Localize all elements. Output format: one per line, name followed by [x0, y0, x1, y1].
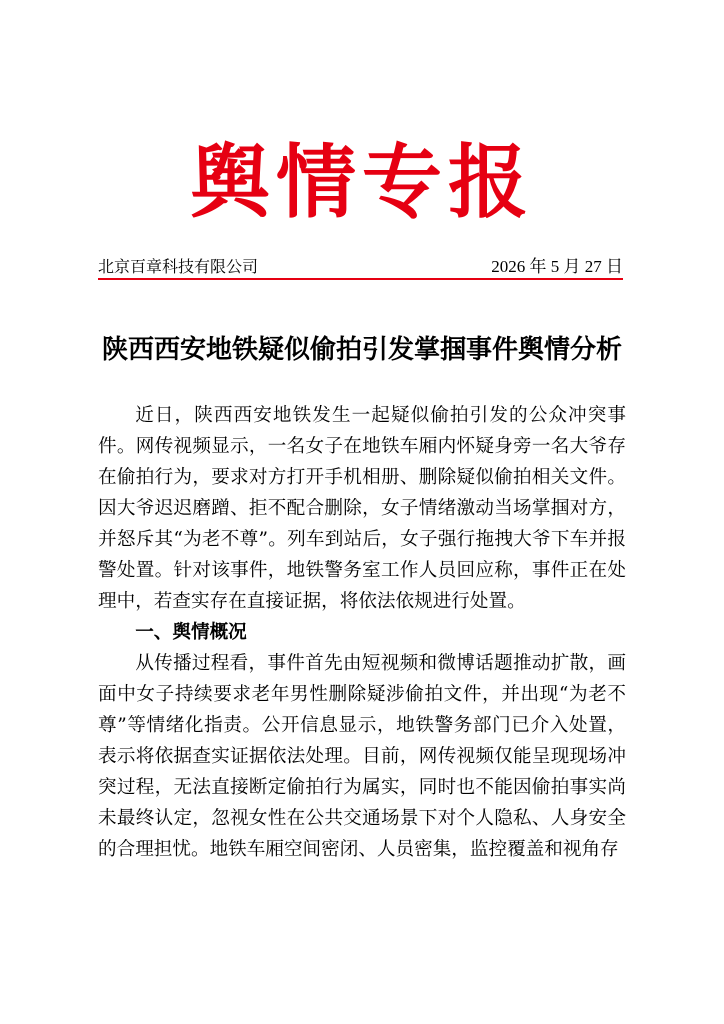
report-body	[98, 400, 626, 865]
section-paragraph: 从传播过程看，事件首先由短视频和微博话题推动扩散，画面中女子持续要求老年男性删除疑涉偷拍文件，并出现“为老不尊”等情绪化指责。公开信息显示，地铁警务部门已介入处置，表示将依据查实证据依法处理。目前，网传视频仅能呈现现场冲突过程，无法直接断定偷拍行为属实，同时也不能因偷拍事实尚未最终认定，忽视女性在公共交通场景下对个人隐私、人身安全的合理担忧。地铁车厢空间密闭、人员密集，监控覆盖和视角存	[98, 653, 626, 860]
intro-paragraph: 近日，陕西西安地铁发生一起疑似偷拍引发的公众冲突事件。网传视频显示，一名女子在地铁车厢内怀疑身旁一名大爷存在偷拍行为，要求对方打开手机相册、删除疑似偷拍相关文件。因大爷迟迟磨蹭、拒不配合删除，女子情绪激动当场掌掴对方，并怒斥其“为老不尊”。列车到站后，女子强行拖拽大爷下车并报警处置。针对该事件，地铁警务室工作人员回应称，事件正在处理中，若查实存在直接证据，将依法依规进行处置。	[98, 405, 626, 612]
report-date: 2026 年 5 月 27 日	[491, 257, 623, 276]
header-divider	[98, 278, 623, 280]
section-heading: 一、舆情概况	[135, 622, 247, 643]
report-header	[98, 254, 623, 280]
company-name: 北京百章科技有限公司	[98, 257, 259, 276]
masthead-title: 舆情专报	[190, 135, 534, 229]
report-title: 陕西西安地铁疑似偷拍引发掌掴事件舆情分析	[101, 335, 622, 365]
